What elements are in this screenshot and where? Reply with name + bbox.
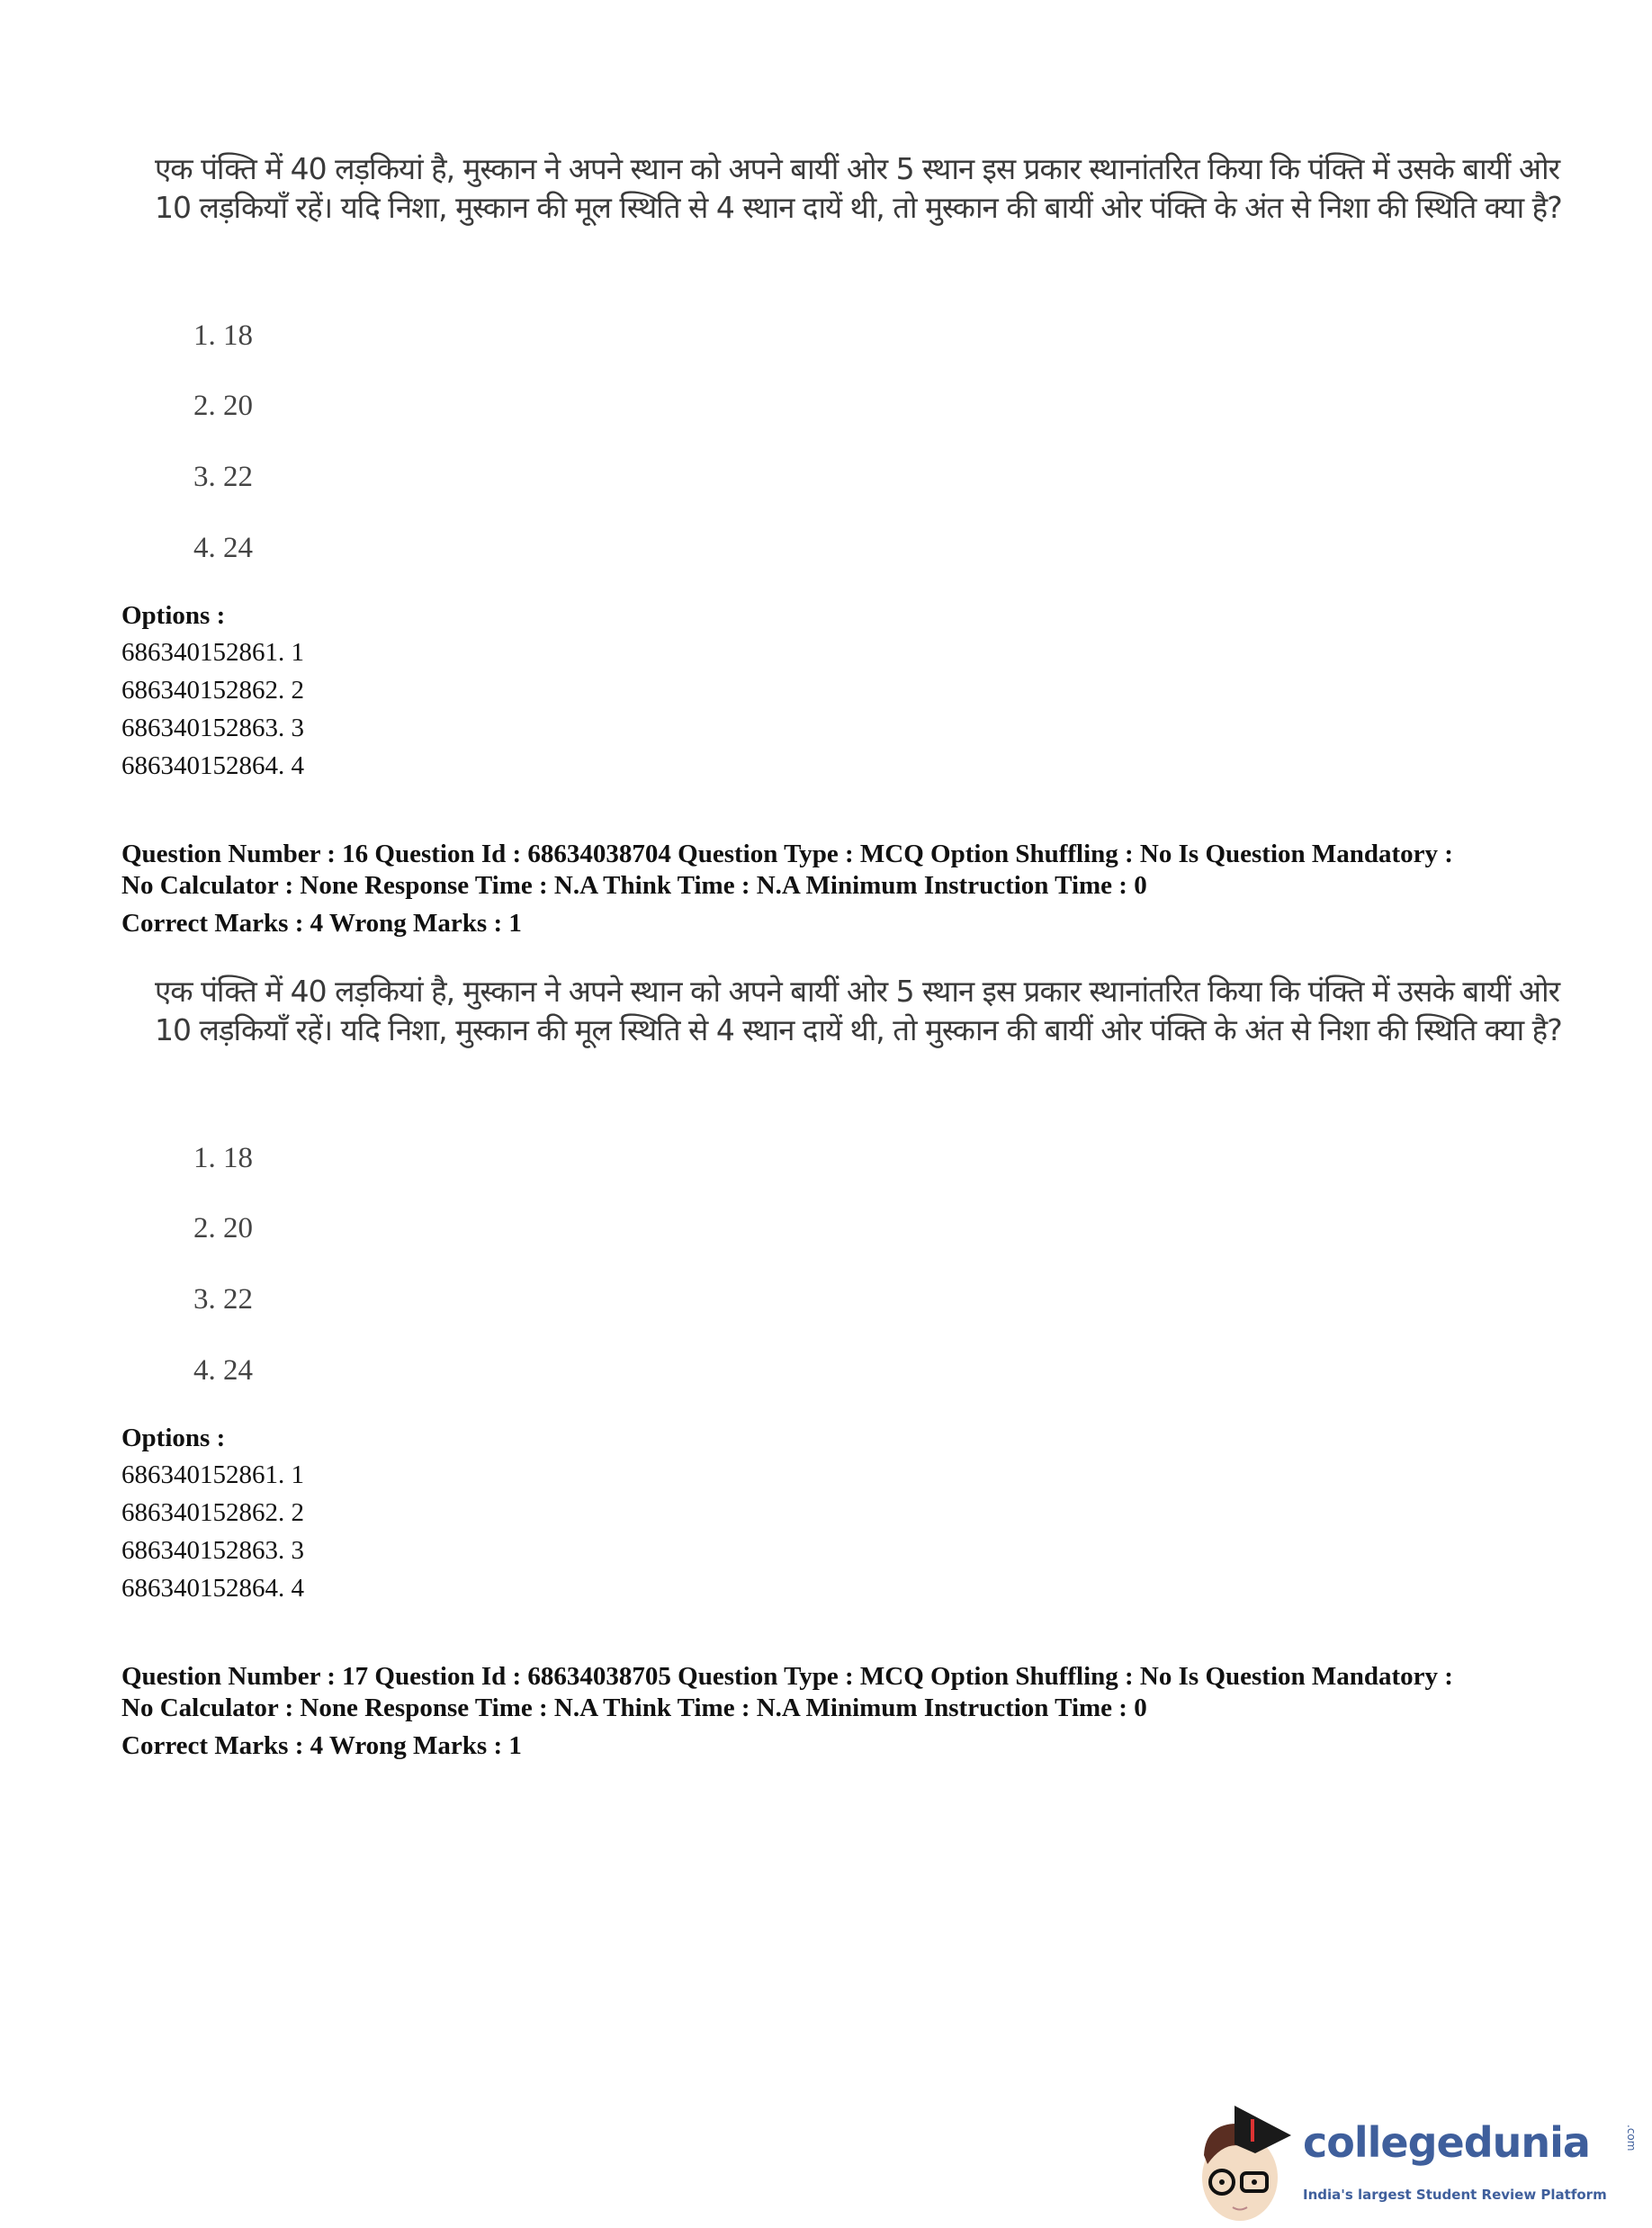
choice-2: 2. 20 <box>193 390 253 422</box>
option-id: 686340152861. 1 <box>121 638 304 667</box>
student-mascot-icon <box>1188 2092 1305 2227</box>
options-label: Options : <box>121 601 226 630</box>
question-text-image: एक पंक्ति में 40 लड़कियां है, मुस्कान ने अपने स्थान को अपने बायीं ओर 5 स्थान इस प्रकार स्थानांतरित किया कि पंक्ति में उसके बायीं ओर 10 लड़कियाँ रहें। यदि निशा, मुस्कान की मूल स्थिति से 4 स्थान दायें थी, तो मुस्कान की बायीं ओर पंक्ति के अंत से निशा की स्थिति क्या है? <box>155 151 1562 225</box>
option-id: 686340152864. 4 <box>121 1574 304 1603</box>
question-meta: Question Number : 16 Question Id : 68634038704 Question Type : MCQ Option Shuffling : No Is Question Mandatory : <box>121 840 1453 868</box>
choice-4: 4. 24 <box>193 532 253 564</box>
question-marks: Correct Marks : 4 Wrong Marks : 1 <box>121 1731 522 1760</box>
option-id: 686340152862. 2 <box>121 676 304 705</box>
choice-2: 2. 20 <box>193 1212 253 1244</box>
question-meta: No Calculator : None Response Time : N.A Think Time : N.A Minimum Instruction Time : 0 <box>121 1693 1147 1722</box>
question-meta: No Calculator : None Response Time : N.A Think Time : N.A Minimum Instruction Time : 0 <box>121 871 1147 900</box>
choice-3: 3. 22 <box>193 1283 253 1316</box>
choice-3: 3. 22 <box>193 461 253 493</box>
question-meta: Question Number : 17 Question Id : 68634038705 Question Type : MCQ Option Shuffling : No Is Question Mandatory : <box>121 1662 1453 1691</box>
option-id: 686340152863. 3 <box>121 714 304 742</box>
options-label: Options : <box>121 1424 226 1452</box>
question-marks: Correct Marks : 4 Wrong Marks : 1 <box>121 909 522 938</box>
option-id: 686340152862. 2 <box>121 1498 304 1527</box>
collegedunia-logo <box>1188 2092 1652 2227</box>
option-id: 686340152864. 4 <box>121 751 304 780</box>
choice-4: 4. 24 <box>193 1354 253 1387</box>
choice-1: 1. 18 <box>193 319 253 352</box>
option-id: 686340152863. 3 <box>121 1536 304 1565</box>
brand-tagline: India's largest Student Review Platform <box>1303 2187 1607 2203</box>
choice-1: 1. 18 <box>193 1142 253 1174</box>
option-id: 686340152861. 1 <box>121 1460 304 1489</box>
brand-suffix: .com <box>1625 2125 1638 2152</box>
brand-name: collegedunia <box>1303 2118 1590 2167</box>
question-text-image: एक पंक्ति में 40 लड़कियां है, मुस्कान ने अपने स्थान को अपने बायीं ओर 5 स्थान इस प्रकार स्थानांतरित किया कि पंक्ति में उसके बायीं ओर 10 लड़कियाँ रहें। यदि निशा, मुस्कान की मूल स्थिति से 4 स्थान दायें थी, तो मुस्कान की बायीं ओर पंक्ति के अंत से निशा की स्थिति क्या है? <box>155 974 1562 1047</box>
